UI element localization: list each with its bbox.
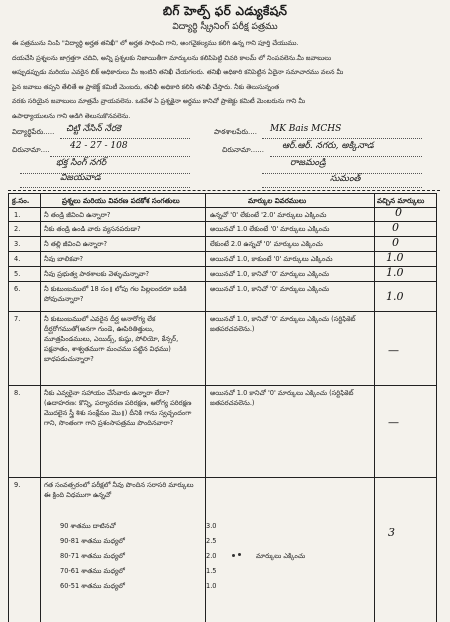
grade-line-4-value: 1.5 [206,567,217,575]
row-9-question: గత సంవత్సరంలో పరీక్షలో నీవు పొందిన సరాసరి మార్కులు ఈ క్రింది విధముగా ఉన్నచో [44,481,194,499]
row-9-score[interactable]: 3 [388,526,395,539]
instruction-line: ఉపాధ్యాయులను గాని అడిగి తెలుసుకొనవలెను. [12,111,131,120]
grade-line-5-value: 1.0 [206,582,217,590]
table-rule [8,477,436,478]
table-rule [8,266,436,267]
row-6-marks: అయినచో 1.0, కానిచో '0' మార్కులు ఎక్కించు [210,285,330,293]
table-column-divider [40,193,41,622]
grade-marks-note: మార్కులు ఎక్కించు [256,552,306,560]
row-2-marks: అయినచో 1.0 లేకుంటే '0' మార్కులు ఎక్కించు [210,225,330,233]
student-name-label: విద్యార్థిపేరు..... [12,128,55,136]
school-address-line [270,156,422,157]
row-8-sno: 8. [14,389,21,397]
table-rule [8,221,436,222]
table-border-left [8,193,9,622]
grade-line-3-value: 2.0 [206,552,217,560]
table-rule [8,385,436,386]
row-1-score[interactable]: 0 [395,206,402,219]
address-line2-value[interactable]: భక్త సింగ్ నగర్ [56,158,107,168]
row-1-sno: 1. [14,211,21,219]
row-6-score[interactable]: 1.0 [386,290,404,303]
row-2-sno: 2. [14,225,21,233]
school-name-line [262,138,422,139]
grade-line-2-label: 90-81 శాతము మధ్యలో [60,537,125,545]
address-line2 [20,173,190,174]
row-4-question: నీవు బాలికవా? [44,255,84,263]
row-2-question: నీకు తండ్రి ఉండి వారు వ్యసనపరుడా? [44,225,141,233]
header-marks: మార్కుల వివరములు [248,197,307,205]
header-score: వచ్చిన మార్కులు [377,197,425,205]
row-8-score[interactable]: — [388,416,399,429]
header-question: ప్రశ్నలు మరియు వివరణ పదకోశ సంగతులు [62,197,180,205]
student-name-line [60,138,190,139]
row-7-sno: 7. [14,315,21,323]
row-2-score[interactable]: 0 [392,221,399,234]
school-address-label: చిరునామా...... [222,146,264,154]
table-rule [8,251,436,252]
row-5-score[interactable]: 1.0 [386,266,404,279]
row-7-marks: అయినచో 1.0, కానిచో '0' మార్కులు ఎక్కించు (సర్టిఫికెట్ జతపరచవలెను.) [210,315,356,333]
row-3-question: నీ తల్లి జీవించి ఉన్నారా? [44,240,107,248]
signature-line [262,187,422,188]
ink-dot [238,553,241,556]
row-3-sno: 3. [14,240,21,248]
grade-line-2-value: 2.5 [206,537,217,545]
table-rule [8,311,436,312]
row-5-question: నీవు ప్రభుత్వ పాఠశాలకు వెళ్ళుచున్నావా? [44,270,150,278]
row-8-question: నీకు ఎవ్వరైనా సహాయం చేసేవారు ఉన్నారా లేదా? (ఉదాహరణ: కొన్ని, పర్యావరణ పరిరక్షణ, ఆరోగ్య పరిరక్షణ మొదలైన స్త్రీ శిశు సంక్షేమం మొ॥) దీనికి గాను స్వచ్ఛందంగా గాని, సొంతంగా గాని ప్రశంసాపత్రము పొందినవారా? [44,389,192,427]
table-rule [8,281,436,282]
instruction-line: పైన జవాబు తప్పని తేలితే ఆ ప్రాజెక్ట్ కమిటీ మెంబరు, తనిఖీ అధికారి కలిసి తనిఖీ చేస్తారు. నీకు తెలుసున్నంత [12,82,280,91]
grade-line-3-label: 80-71 శాతము మధ్యలో [60,552,125,560]
school-name-label: పాఠశాలపేరు.... [214,128,257,136]
instruction-line: వరకు సరియైన జవాబులు మాత్రమే వ్రాయవలెను. ఒకవేళ ఏ ప్రశ్నకైనా అర్థము కానిచో ప్రాజెక్టు కమిటీ మెంబరును గాని మీ [12,97,306,105]
row-5-marks: అయినచో 1.0, కానిచో '0' మార్కులు ఎక్కించు [210,270,330,278]
student-name-value[interactable]: చిట్టి నేసిన్ నేరకె [66,124,121,134]
row-1-marks: ఉన్నచో '0' లేకుంటే '2.0' మార్కులు ఎక్కించు [210,211,327,219]
address-line [50,156,190,157]
grade-line-5-label: 60-51 శాతము మధ్యలో [60,582,125,590]
school-city-value[interactable]: రాజమండ్రి [290,158,326,168]
grade-line-1-value: 3.0 [206,522,217,530]
row-8-marks: అయినచో 1.0 కానిచో '0' మార్కులు ఎక్కించు (సర్టిఫికెట్ జతపరచవలెను.) [210,389,354,407]
form-title: బిగ్ హెల్ప్ ఫర్ ఎడ్యుకేషన్ [162,4,288,18]
grade-line-1-label: 90 శాతము దాటినచో [60,522,116,530]
signature-value[interactable]: సుమంత్ [330,174,361,184]
row-3-marks: లేకుంటే 2.0 ఉన్నచో '0' మార్కులు ఎక్కించు [210,240,323,248]
row-4-marks: అయినచో 1.0, కాకుంటే '0' మార్కులు ఎక్కించు [210,255,333,263]
row-6-sno: 6. [14,285,21,293]
row-9-sno: 9. [14,481,21,489]
header-sno: క్ర.సం. [12,197,30,205]
instruction-line: ఈ పత్రమును నింపి "విద్యార్థి అర్హత తనిఖీ" లో అర్హత సాధించి గాని, అంగవైకల్యము కలిగి ఉన్న గాని పూర్తి చేయుము. [12,39,299,47]
address-label: చిరునామా.... [12,146,50,154]
school-name-value[interactable]: MK Bais MCHS [270,124,342,134]
ink-dot [232,554,235,557]
instruction-line: అప్పుడప్పుడు మరియు ఎవరైన బిక్ అధికారులు మీ ఇంటిని తనిఖీ చేయగలరు. తనిఖీ అధికారి కనిపెట్టిన ఏదైనా సమాచారము వలన మీ [12,68,344,76]
village-line [20,187,190,188]
table-rule [8,193,436,194]
instructions-paragraph [12,36,444,123]
village-value[interactable]: విజయవాడ [60,173,101,183]
row-7-question: నీ కుటుంబములో ఎవరైన దీర్ఘ అనారోగ్య లేక దీర్ఘరోగముతో(అనగా గుండె, ఊపిరితిత్తులు, మూత్రపిండములు, ఎయిడ్స్, కుష్ఠు, పోలియో, కేన్సర్, పక్షవాతం, శాశ్వతముగా మంచము పట్టిన విధము) బాధపడుచున్నారా? [44,315,179,363]
instruction-line: దయచేసి ప్రశ్నలను జాగ్రత్తగా చదివి, అన్ని ప్రశ్నలకు నిజాయితీగా మార్కులను కలిపిపెట్టి చివరి కాలమ్ లో నింపవలెను.మీ జవాబులు [12,53,332,62]
table-border-right [436,193,437,622]
table-rule [8,207,436,208]
row-4-sno: 4. [14,255,21,263]
address-value[interactable]: 42 - 27 - 108 [70,141,128,151]
grade-line-4-label: 70-61 శాతము మధ్యలో [60,567,125,575]
row-5-sno: 5. [14,270,21,278]
row-4-score[interactable]: 1.0 [386,251,404,264]
table-column-divider [374,193,375,622]
row-3-score[interactable]: 0 [392,236,399,249]
row-6-question: నీ కుటుంబములో 18 సం॥ లోపు గల పిల్లలందరూ బడికి పోవుచున్నారా? [44,285,187,303]
form-subtitle: విద్యార్థి స్క్రీనింగ్ పరీక్ష పత్రము [172,22,278,32]
dashed-separator [8,190,440,191]
school-address-value[interactable]: ఆర్.ఆర్. నగరు, అక్కినాడ [282,141,374,151]
table-rule [8,236,436,237]
row-7-score[interactable]: — [388,344,399,357]
row-1-question: నీ తండ్రి జీవించి ఉన్నారా? [44,211,111,219]
